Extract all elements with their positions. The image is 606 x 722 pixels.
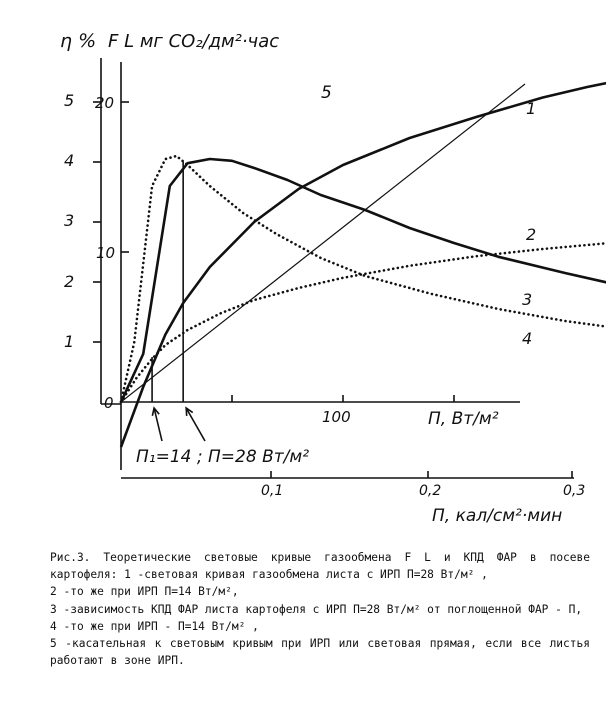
series-label-1: 1 xyxy=(526,99,537,118)
y-right-tick: 10 xyxy=(96,244,116,262)
annotation-arrow xyxy=(186,408,205,441)
series-label-3: 3 xyxy=(522,290,533,309)
y-right-label: F L мг CO₂/дм²·час xyxy=(108,31,280,52)
x-bottom-label: П, кал/см²·мин xyxy=(432,506,563,526)
y-left-tick: 5 xyxy=(64,91,75,110)
y-left-tick: 3 xyxy=(64,211,75,230)
caption-line: Рис.3. Теоретические световые кривые газообмена F L и КПД ФАР в посеве картофеля: 1 -световая кривая газообмена листа с ИРП П=28 Вт/м² , xyxy=(50,551,590,582)
caption-line: 3 -зависимость КПД ФАР листа картофеля с ИРП П=28 Вт/м² от поглощенной ФАР - П, xyxy=(50,602,583,616)
series-5-line xyxy=(121,84,525,402)
series-3-line xyxy=(121,159,606,402)
series-label-4: 4 xyxy=(522,329,533,348)
y-left-tick: 4 xyxy=(64,151,75,170)
x-bottom-tick: 0,2 xyxy=(419,483,442,499)
series-label-2: 2 xyxy=(526,225,537,244)
series-4-line xyxy=(121,156,606,402)
y-left-tick: 1 xyxy=(64,332,75,351)
y-right-tick: 0 xyxy=(104,394,114,412)
series-layer xyxy=(121,68,606,448)
figure-caption xyxy=(50,549,590,669)
x-top-label: П, Вт/м² xyxy=(428,409,499,429)
x-top-tick: 100 xyxy=(322,408,351,426)
y-left-tick: 2 xyxy=(64,272,75,291)
caption-line: 2 -то же при ИРП П=14 Вт/м², xyxy=(50,585,239,599)
reference-annotation: П₁=14 ; П=28 Вт/м² xyxy=(136,447,310,467)
series-2-line xyxy=(121,237,606,402)
series-label-5: 5 xyxy=(321,83,332,103)
caption-line: 4 -то же при ИРП - П=14 Вт/м² , xyxy=(50,619,259,633)
series-1-line xyxy=(121,68,606,448)
y-right-tick: 20 xyxy=(95,94,115,112)
y-left-label: η % xyxy=(60,30,97,52)
x-bottom-tick: 0,1 xyxy=(261,483,284,499)
x-bottom-tick: 0,3 xyxy=(563,483,586,499)
caption-line: 5 -касательная к световым кривым при ИРП или световая прямая, если все листья работают в зоне ИРП. xyxy=(50,637,590,668)
